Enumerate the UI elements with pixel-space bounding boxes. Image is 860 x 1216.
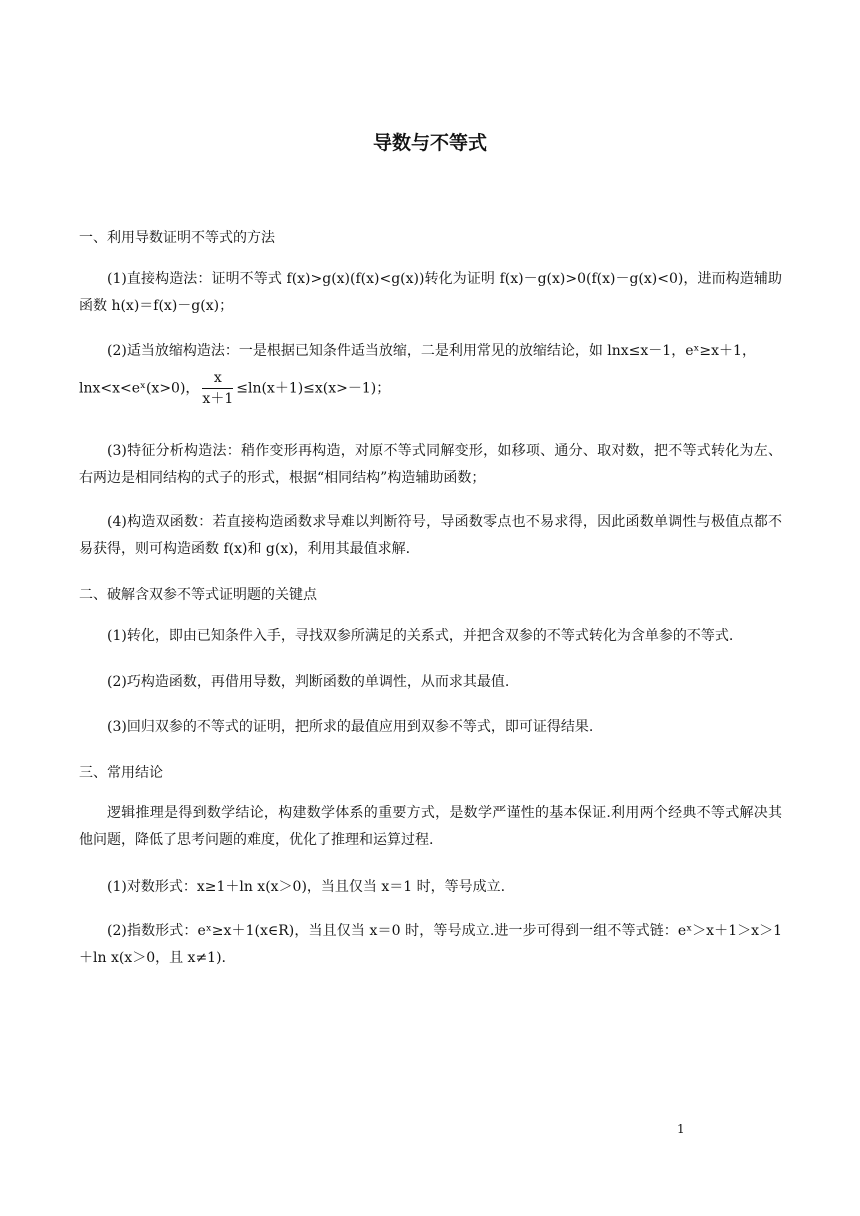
fraction-numerator: x — [202, 368, 233, 389]
paragraph-scaling-construction-line1: (2)适当放缩构造法：一是根据已知条件适当放缩，二是利用常见的放缩结论，如 lnx≤x－1，eˣ≥x＋1， — [107, 343, 756, 359]
paragraph-return-proof: (3)回归双参的不等式的证明，把所求的最值应用到双参不等式，即可证得结果. — [107, 719, 594, 735]
paragraph-double-function: (4)构造双函数：若直接构造函数求导难以判断符号，导函数零点也不易求得，因此函数单调性与极值点都不易获得，则可构造函数 f(x)和 g(x)，利用其最值求解. — [79, 514, 782, 557]
paragraph-scaling-construction-line2 — [79, 368, 390, 409]
paragraph-feature-analysis: (3)特征分析构造法：稍作变形再构造，对原不等式同解变形，如移项、通分、取对数，把不等式转化为左、右两边是相同结构的式子的形式，根据“相同结构”构造辅助函数； — [79, 443, 782, 486]
page-title: 导数与不等式 — [372, 132, 487, 154]
section-heading-common-conclusions: 三、常用结论 — [79, 765, 163, 781]
paragraph-construct-function: (2)巧构造函数，再借用导数，判断函数的单调性，从而求其最值. — [107, 674, 510, 690]
section-heading-double-parameter: 二、破解含双参不等式证明题的关键点 — [79, 587, 317, 603]
paragraph-logic-reasoning: 逻辑推理是得到数学结论，构建数学体系的重要方式，是数学严谨性的基本保证.利用两个经典不等式解决其他问题，降低了思考问题的难度，优化了推理和运算过程. — [79, 805, 782, 848]
paragraph-direct-construction: (1)直接构造法：证明不等式 f(x)>g(x)(f(x)<g(x))转化为证明 f(x)－g(x)>0(f(x)－g(x)<0)，进而构造辅助函数 h(x)＝f(x)－g(x)； — [79, 271, 782, 314]
inequality-tail-text: ≤ln(x＋1)≤x(x>－1)； — [236, 380, 391, 397]
section-heading-methods: 一、利用导数证明不等式的方法 — [79, 230, 275, 246]
fraction-denominator: x＋1 — [202, 391, 234, 407]
fraction — [202, 368, 233, 409]
paragraph-log-form: (1)对数形式：x≥1＋ln x(x＞0)，当且仅当 x＝1 时，等号成立. — [107, 879, 506, 895]
inequality-chain-text: lnx<x<eˣ(x>0)， — [79, 380, 200, 397]
paragraph-exp-form: (2)指数形式：eˣ≥x＋1(x∈R)，当且仅当 x＝0 时，等号成立.进一步可得到一组不等式链：eˣ＞x＋1＞x＞1＋ln x(x＞0，且 x≠1). — [79, 923, 782, 966]
page-number: 1 — [677, 1122, 685, 1136]
paragraph-transform: (1)转化，即由已知条件入手，寻找双参所满足的关系式，并把含双参的不等式转化为含单参的不等式. — [107, 628, 734, 644]
